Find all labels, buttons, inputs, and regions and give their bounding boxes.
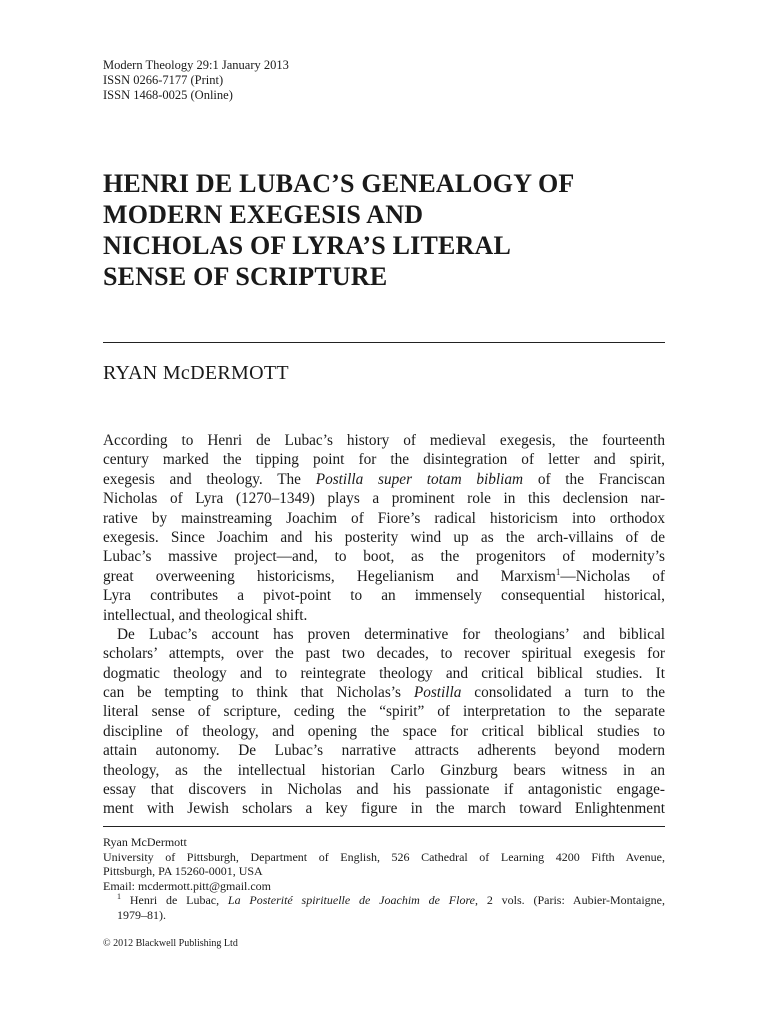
text-line: attain autonomy. De Lubac’s narrative attracts adherents beyond modern xyxy=(103,742,665,760)
title-line: HENRI DE LUBAC’S GENEALOGY OF xyxy=(103,169,575,198)
author-affiliation-footnotes xyxy=(103,835,665,923)
text-line: literal sense of scripture, ceding the “spirit” of interpretation to the separate xyxy=(103,703,665,721)
text-line: century marked the tipping point for the disintegration of letter and spirit, xyxy=(103,451,665,469)
footnote-text: , 2 vols. (Paris: Aubier-Montaigne, xyxy=(475,893,666,908)
text-segment: can be tempting to think that Nicholas’s xyxy=(103,684,401,702)
footnote-ref[interactable]: 1 xyxy=(555,566,561,577)
footnote-text: Henri de Lubac, xyxy=(129,893,220,908)
text-line: According to Henri de Lubac’s history of medieval exegesis, the fourteenth xyxy=(103,432,665,449)
author-email[interactable]: Email: mcdermott.pitt@gmail.com xyxy=(103,878,272,893)
text-line xyxy=(103,470,665,489)
text-line: essay that discovers in Nicholas and his passionate if antagonistic engage- xyxy=(103,781,665,799)
paragraph-2 xyxy=(103,625,665,819)
text-line: Lyra contributes a pivot-point to an immensely consequential historical, xyxy=(103,587,665,605)
text-line: discipline of theology, and opening the space for critical biblical studies to xyxy=(103,722,665,740)
footnote-1-continued: 1979–81). xyxy=(117,907,166,922)
text-segment: great overweening historicisms, Hegelianism and Marxism xyxy=(103,567,556,585)
journal-citation: Modern Theology 29:1 January 2013 xyxy=(103,58,289,72)
footnote-1 xyxy=(103,893,665,908)
footnote-mark: 1 xyxy=(117,892,121,902)
text-line xyxy=(103,567,665,586)
footnote-divider xyxy=(103,826,665,827)
copyright-notice: © 2012 Blackwell Publishing Ltd xyxy=(103,938,238,949)
title-divider xyxy=(103,342,665,343)
text-line: scholars’ attempts, over the past two decades, to recover spiritual exegesis for xyxy=(103,645,665,663)
article-page xyxy=(103,0,665,1024)
affiliation-line: University of Pittsburgh, Department of English, 526 Cathedral of Learning 4200 Fifth Avenue, xyxy=(103,849,665,864)
text-line: exegesis. Since Joachim and his posterity wind up as the arch-villains of de xyxy=(103,528,665,546)
footer-author-name: Ryan McDermott xyxy=(103,835,187,849)
text-line: Nicholas of Lyra (1270–1349) plays a prominent role in this declension nar- xyxy=(103,490,665,508)
text-line: Lubac’s massive project—and, to boot, as the progenitors of modernity’s xyxy=(103,548,665,566)
issn-online: ISSN 1468-0025 (Online) xyxy=(103,88,233,102)
text-segment: consolidated a turn to the xyxy=(474,684,666,702)
text-line: De Lubac’s account has proven determinative for theologians’ and biblical xyxy=(117,625,665,643)
footnote-italic-title: La Posterité spirituelle de Joachim de Flore xyxy=(227,893,475,908)
text-line xyxy=(103,683,665,702)
paragraph-1 xyxy=(103,431,665,625)
article-title xyxy=(103,168,665,292)
italic-title: Postilla super totam bibliam xyxy=(315,470,524,488)
text-line: ment with Jewish scholars a key figure in the march toward Enlightenment xyxy=(103,800,665,818)
text-segment: of the Franciscan xyxy=(537,470,665,488)
title-line: SENSE OF SCRIPTURE xyxy=(103,262,388,291)
affiliation-line: Pittsburgh, PA 15260-0001, USA xyxy=(103,864,263,879)
journal-info xyxy=(103,58,289,103)
title-line: MODERN EXEGESIS AND xyxy=(103,200,424,229)
issn-print: ISSN 0266-7177 (Print) xyxy=(103,73,224,87)
title-line: NICHOLAS OF LYRA’S LITERAL xyxy=(103,231,512,260)
author-name: RYAN McDERMOTT xyxy=(103,362,289,384)
text-segment: exegesis and theology. The xyxy=(103,470,301,488)
text-segment: —Nicholas of xyxy=(560,567,665,585)
text-line: theology, as the intellectual historian Carlo Ginzburg bears witness in an xyxy=(103,761,665,779)
text-line: dogmatic theology and to reintegrate theology and critical biblical studies. It xyxy=(103,664,665,682)
text-line: intellectual, and theological shift. xyxy=(103,606,308,624)
article-body xyxy=(103,431,665,819)
italic-title: Postilla xyxy=(413,684,462,702)
text-line: rative by mainstreaming Joachim of Fiore’s radical historicism into orthodox xyxy=(103,509,665,527)
